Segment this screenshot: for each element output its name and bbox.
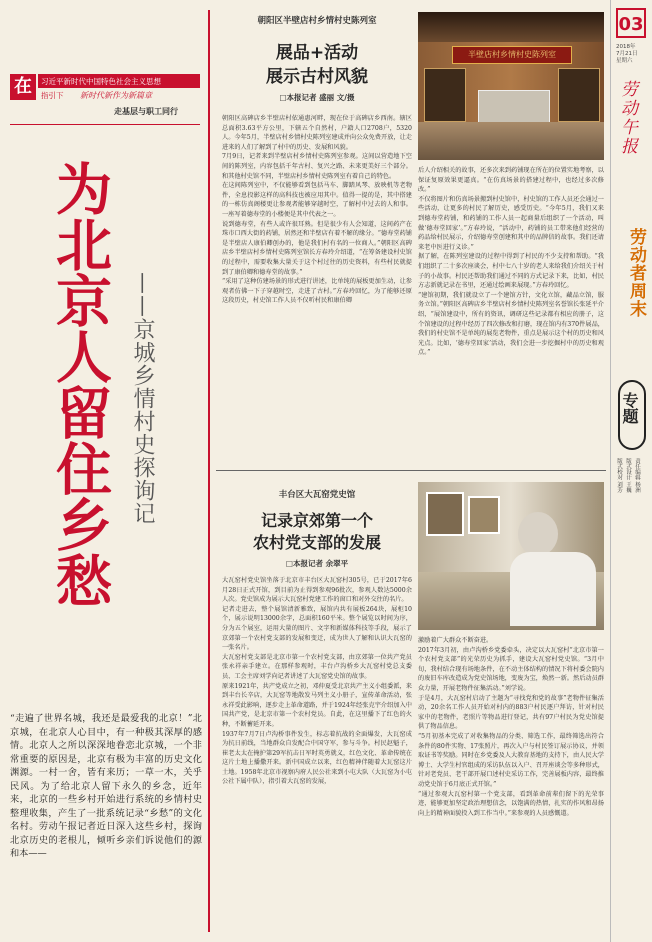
masthead xyxy=(612,0,652,942)
banner-badge: 在 xyxy=(10,74,36,100)
masthead-divider xyxy=(610,0,611,942)
article1-col1: 朝阳区高碑店乡半壁店村依通惠河畔，现在位于高碑店乡西南。辖区总面积3.63平方公里，下辖五个自然村，户籍人口2708户，5320人。今年5月，半壁店村乡情村史陈列室建成并向公众免费开放，让走进来的人们了解到了村中的历史、发展和风貌。 7月9日，记者来到半壁店村乡情村史陈列室参观。这间以营造地下空间的陈列室，内容包括千年古村、复兴之路、未来更美好三个部分。和其他村史馆不同，半壁店村乡情村史陈列室有着自己的特色。 在这间陈列室中，不仅能够看到包括马车、脚踏风琴、放映机等老物件，全息投影这样的高科技也被应用其中。值得一提的是，其中搭建的一栋仿真阁楼更让参观者能够穿越时空，了解村中过去的人和事。一座写着德寿堂的小楼便是其中代表之一。 说到德寿堂，有些人或许很耳熟。但是很少有人会知道，这间药产在珠市口西大街的药铺，居然还和半壁店有着不解的缘分。“德寿堂药铺是半壁店人康伯卿创办的，他是我们村有名的一位商人。”朝阳区高碑店乡半壁店村乡情村史陈列室馆长方春玲介绍道，“在筹备建设村史馆的过程中，需要收集大量关于这个村过往的历史资料，有些村民就提到了康伯卿和德寿堂的故事。” “采用了这种仿建场景的形式进行讲述，比单纯的展板更加生动，让参观者仿佛一下子穿越时空，走进了古村。”方春玲回忆，为了能够还原这段历史，村史馆工作人员不仅听村民和康伯卿 xyxy=(222,115,412,305)
hall-ceiling xyxy=(418,12,604,42)
section-name: 劳动者周末 xyxy=(626,228,646,318)
banner-slogan: 新时代新作为新篇章 xyxy=(80,91,152,100)
article1-title1: 展品+活动 xyxy=(275,43,359,63)
photo-frame-1 xyxy=(426,492,464,536)
banner-rule xyxy=(10,124,200,125)
photo-exhibition-hall xyxy=(418,12,604,160)
article2-kicker: 丰台区大瓦窑党史馆 xyxy=(278,490,356,500)
article2-col2: 激励着广大群众不断奋进。 2017年3月初，由卢沟桥乡党委牵头，决定以大瓦窑村“北京市第一个农村党支部”的光荣历史为抓手，建设大瓦窑村党史馆。“3月中旬，我村结合现有场地条件，在不动主体结构的情况下将村委会院内的废旧车库改造成为党史馆场地，变废为宝，焕然一新。然后动员群众力量，开展老物件征集活动。”刘学说。 于是4月，大瓦窑村启动了主题为“寻找党和党的故事”老物件征集活动，20余名工作人员开始对村内的883户村民逐户拜访，针对村民家中的老物件，老照片等物品进行登记，共有97户村民为党史馆提供了物品信息。 “5月初基本完成了对收集物品的分类、筛选工作，最终筛选出符合条件的80件实物、17张照片，再次入户与村民签订展示协议，并领取证书等奖励。同时在乡党委及人大教育基地的支持下，由人民大学博士、大学生村官组成的采访队伍以入户、召开座谈会等多种形式，针对老党员、老干部开展口述村史采访工作，完善展板内容，最终推动党史馆于6月底正式开馆。” “通过参观大瓦窑村第一个党支部，看到革命前辈们留下的光荣事迹，能够更加坚定政治理想信念，以饱满的热情，扎实的作风和昂扬向上的精神面貌投入到工作当中。”来参观的人员感慨道。 xyxy=(418,637,604,817)
article-separator xyxy=(216,470,606,471)
editor-credit: 版式校对 刘芳 xyxy=(616,458,622,493)
article1-byline: □本报记者 盛丽 文/摄 xyxy=(279,93,355,102)
page-number: 03 xyxy=(616,8,646,38)
wall-panel-left xyxy=(424,68,466,122)
editor-credits xyxy=(615,458,641,518)
topic-label: 专题 xyxy=(620,392,639,424)
issue-date: 2018年 xyxy=(616,44,636,50)
banner-line2: 指引下 xyxy=(41,91,64,100)
headline-sub: ——京城乡情村史探询记 xyxy=(130,272,155,525)
issue-date-day: 7月21日 xyxy=(616,51,638,57)
article1-col2: 后人介绍相关的故事，还多次来到药铺现在所在的位置实地考察，以保证复原效果更逼真。“在仿真场景的搭建过程中，也经过多次修改。” 不仅将图片和仿真场景搬到村史馆中，村史馆的工作人员还会通过一些活动，让更多的村民了解历史，感受历史。“今年5月，我们又来到德寿堂药铺，和药铺的工作人员一起商量后组织了一个活动，叫做‘德寿堂回家’。”方春玲说，“活动中，药铺的员工带来他们经营的药品给村民展示，介绍德寿堂创建和其中的品牌信的故事。我们还请来老中医进行义诊。” 据了解，在陈列室建设的过程中得到了村民的不少支持和帮助。“我们组织了二十多次座谈会，村中七八十岁的老人来给我们介绍关于村子的小故事。村民还帮助我们通过不同的方式记录下来，比如，村民方志新就记录在书里，还通过绘画来展现。”方春玲回忆。 “建馆初期，我们就设立了一个建馆方针，文化立馆，藏品立馆，服务立馆。”朝阳区高碑店乡半壁店村乡情村史陈列室名誉馆长张延平介绍，“展馆建设中，所有的资讯，调研这些记录都有相应的册子，这个馆建设的过程中经历了四次修改和打磨，现在馆内有370件展品，我们的村史馆不是单纯的展览老物件，重点是展示这个村的历史和风光点。比如，‘德寿堂回家’活动，我们会进一步挖掘村中的历史和观点。” xyxy=(418,167,604,357)
hall-banner-text: 半壁店村乡情村史陈列室 xyxy=(468,50,556,59)
article2-col1: 大瓦窑村党史馆坐落于北京市丰台区大瓦窑村305号，已于2017年6月28日正式开馆，到目前为止得到参观96批次，参观人数达5000余人次。党史馆成为展示大瓦窑村党建工作的窗口和对外交往的名片。 记者走进去，整个展馆清新雅致，展馆内共有展板264块，展柜10个，展示说明13000余字，总面积160平米。整个展览以时间为序，分为五个展室，运用大量的图片、文字和新媒体科技等手段，展示了京郊第一个农村党支部的发展和变迁，成为世人了解和认识大瓦窑的一张名片。 大瓦窑村党支部是北京市第一个农村党支部，由京郊第一位共产党员张永祥亲手建立。在那样参观时，丰台卢沟桥乡大瓦窑村党总支委员、工会主席刘学向记者讲述了大瓦窑党史馆的故事。 原来1921年，共产党成立之初，邓仲夏受北京共产主义小组委派，来到丰台长辛店，大瓦窑等地散发马列主义小册子，宣传革命活动，张永祥受此影响，逐步走上革命道路，并于1924年经张克宇介绍加入中国共产党，是北京市第一个农村党员。自此，在这里播下了红色的火种，不断蓄延开来。 1937年7月7日卢沟桥事件发生，标志着抗战的全面爆发，大瓦窑成为抗日前线，当地群众自发配合中国守军，参与斗争。村民赵魁子，崔老太太在掩护第29军抗击日军时英勇就义，红色文化、革命传统在这片土地上播撒开来。新中国成立以来，红色精神伴随着大瓦窑这片土地。1958年北京市视察内府人民公社来到小屯大队（大瓦窑为小屯公社下属中队），指引着大瓦窑的发展， xyxy=(222,577,412,786)
visitor-head xyxy=(518,512,558,556)
editor-credit: 版式设计 王巍 xyxy=(625,458,631,493)
left-divider xyxy=(208,10,210,932)
headline-main: 为北京人留住乡愁 xyxy=(47,160,112,608)
photo-frame-2 xyxy=(468,496,500,534)
article1-kicker: 朝阳区半壁店村乡情村史陈列室 xyxy=(257,16,377,26)
visitor-body xyxy=(510,552,596,626)
banner-line1: 习近平新时代中国特色社会主义思想 xyxy=(41,77,161,86)
intro-text: “走遍了世界名城，我还是最爱我的北京！”北京城，在北京人心目中，有一种极其深厚的感情。北京人之所以深深地眷恋北京城，一个非常重要的原因是，北京有极为丰富的历史文化渊源。一村一舍，皆有来历；一草一木，关乎民风。为了给北京人留下永久的乡念，近年来，北京的一些乡村开始进行系统的乡情村史整理收集，产生了一批系统记录“乡愁”的文化名村。劳动午报记者近日深入这些乡村，探询北京历史的老根儿，倾听乡亲们诉说他们的源和本—— xyxy=(10,713,202,859)
banner-sub: 走基层与职工同行 xyxy=(114,107,178,116)
article1-title2: 展示古村风貌 xyxy=(266,67,368,87)
editor-credit: 责任编辑 杨洲 xyxy=(634,458,640,493)
wall-panel-right xyxy=(558,68,600,122)
column-banner xyxy=(10,72,200,122)
article2-byline: □本报记者 余翠平 xyxy=(285,559,349,568)
photo-party-museum xyxy=(418,482,604,630)
hall-floor xyxy=(418,122,604,160)
paper-name-logo: 劳动午报 xyxy=(617,80,637,156)
article2-title2: 农村党支部的发展 xyxy=(252,533,381,552)
issue-weekday: 星期六 xyxy=(616,58,633,64)
topic-badge xyxy=(618,380,646,450)
article2-title1: 记录京郊第一个 xyxy=(260,511,373,530)
hall-banner-sign xyxy=(452,46,572,64)
